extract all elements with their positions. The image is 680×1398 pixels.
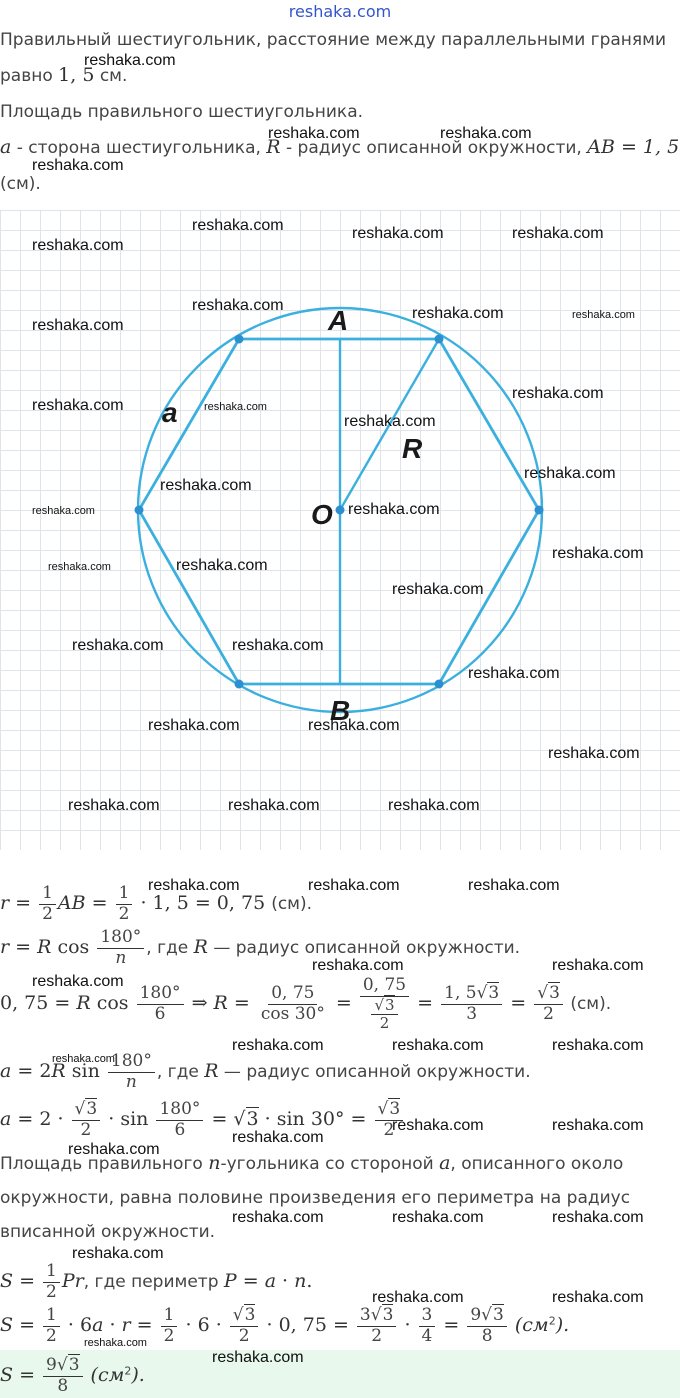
vertex-point [535,506,544,515]
watermark: reshaka.com [512,225,604,242]
watermark: reshaka.com [32,505,95,517]
watermark: reshaka.com [548,745,640,762]
watermark: reshaka.com [232,1037,324,1054]
watermark: reshaka.com [468,665,560,682]
vertex-point [235,335,244,344]
watermark: reshaka.com [468,877,560,894]
watermark: reshaka.com [32,973,124,990]
watermark: reshaka.com [212,1349,304,1366]
theorem-line-1: Площадь правильного n-угольника со стороной a, описанного около [0,1152,624,1174]
watermark: reshaka.com [512,385,604,402]
watermark: reshaka.com [204,401,267,413]
section-heading: Площадь правильного шестиугольника. [0,102,364,122]
watermark: reshaka.com [308,717,400,734]
answer-box [0,1350,680,1398]
label-R: R [402,433,423,464]
watermark: reshaka.com [308,877,400,894]
watermark: reshaka.com [372,1289,464,1306]
watermark: reshaka.com [232,1209,324,1226]
watermark: reshaka.com [412,305,504,322]
watermark: reshaka.com [192,297,284,314]
equation-a: a = 2 · $\frac{√3}{2}$ · sin $\frac{180^\circ}{6}$ = √3 · sin 30° = $\frac{√3}{2}$ [0,1100,405,1140]
site-title[interactable]: reshaka.com [288,2,392,21]
watermark: reshaka.com [52,1053,115,1065]
watermark: reshaka.com [268,125,360,142]
watermark: reshaka.com [68,797,160,814]
center-point [336,506,345,515]
watermark: reshaka.com [160,477,252,494]
vertex-point [235,680,244,689]
watermark: reshaka.com [392,581,484,598]
watermark: reshaka.com [32,237,124,254]
watermark: reshaka.com [552,1209,644,1226]
watermark: reshaka.com [148,717,240,734]
units-line: (см). [0,174,41,194]
watermark: reshaka.com [232,1129,324,1146]
equation-r-formula: r = R cos $\frac{180^\circ}{n}$ , где R — радиус описанной окружности. [0,927,521,968]
watermark: reshaka.com [552,1117,644,1134]
watermark: reshaka.com [348,501,440,518]
watermark: reshaka.com [72,1245,164,1262]
watermark: reshaka.com [148,877,240,894]
label-B: B [330,695,351,726]
watermark: reshaka.com [68,1141,160,1158]
vertex-point [435,680,444,689]
equation-R: 0, 75 = R cos $\frac{180^\circ}{6}$ ⇒ R = $\frac{0, 75}{\cos 30^\circ}$ = $\frac{0, 75}{\frac{√3}{2}}$ = $\frac{1, 5√3}{3}$ = $\frac{√3}{2}$ (см). [0,975,612,1032]
watermark: reshaka.com [192,217,284,234]
equation-r: r = $\frac{1}{2}$ AB = $\frac{1}{2}$ · 1, 5 = 0, 75 (см). [0,883,313,924]
watermark: reshaka.com [232,637,324,654]
watermark: reshaka.com [552,545,644,562]
watermark: reshaka.com [552,1037,644,1054]
watermark: reshaka.com [84,52,176,69]
watermark: reshaka.com [72,637,164,654]
theorem-line-2: окружности, равна половине произведения его периметра на радиус [0,1188,631,1208]
label-A: A [328,305,349,336]
watermark: reshaka.com [440,125,532,142]
watermark: reshaka.com [392,1117,484,1134]
problem-line-2: равно 1, 5 см. [0,64,128,86]
watermark: reshaka.com [352,225,444,242]
watermark: reshaka.com [228,797,320,814]
label-O: O [311,499,333,530]
equation-S-formula: S = $\frac{1}{2}$ Pr, где периметр P = a · n. [0,1261,313,1302]
watermark: reshaka.com [312,957,404,974]
problem-line-1: Правильный шестиугольник, расстояние между параллельными гранями [0,30,667,50]
watermark: reshaka.com [388,797,480,814]
watermark: reshaka.com [84,1337,147,1349]
watermark: reshaka.com [552,957,644,974]
vertex-point [135,506,144,515]
watermark: reshaka.com [32,397,124,414]
watermark: reshaka.com [176,557,268,574]
watermark: reshaka.com [392,1037,484,1054]
watermark: reshaka.com [392,1209,484,1226]
vertex-point [435,335,444,344]
equation-a-formula: a = 2R sin $\frac{180^\circ}{n}$ , где R — радиус описанной окружности. [0,1051,531,1092]
watermark: reshaka.com [32,317,124,334]
watermark: reshaka.com [344,413,436,430]
answer-equation: S = $\frac{9√3}{8}$ $(см^2)$. [0,1355,145,1396]
label-a: a [162,397,178,428]
equation-S: S = $\frac{1}{2}$ · 6a · r = $\frac{1}{2}$ · 6 · $\frac{√3}{2}$ · 0, 75 = $\frac{3√3}{2}$ · $\frac{3}{4}$ = $\frac{9√3}{8}$ $(см^2)$. [0,1305,570,1346]
watermark: reshaka.com [572,309,635,321]
notation-line: a - сторона шестиугольника, R - радиус описанной окружности, AB = 1, 5 [0,136,680,158]
watermark: reshaka.com [32,157,124,174]
watermark: reshaka.com [524,465,616,482]
theorem-line-3: вписанной окружности. [0,1222,216,1242]
watermark: reshaka.com [48,561,111,573]
watermark: reshaka.com [552,1289,644,1306]
